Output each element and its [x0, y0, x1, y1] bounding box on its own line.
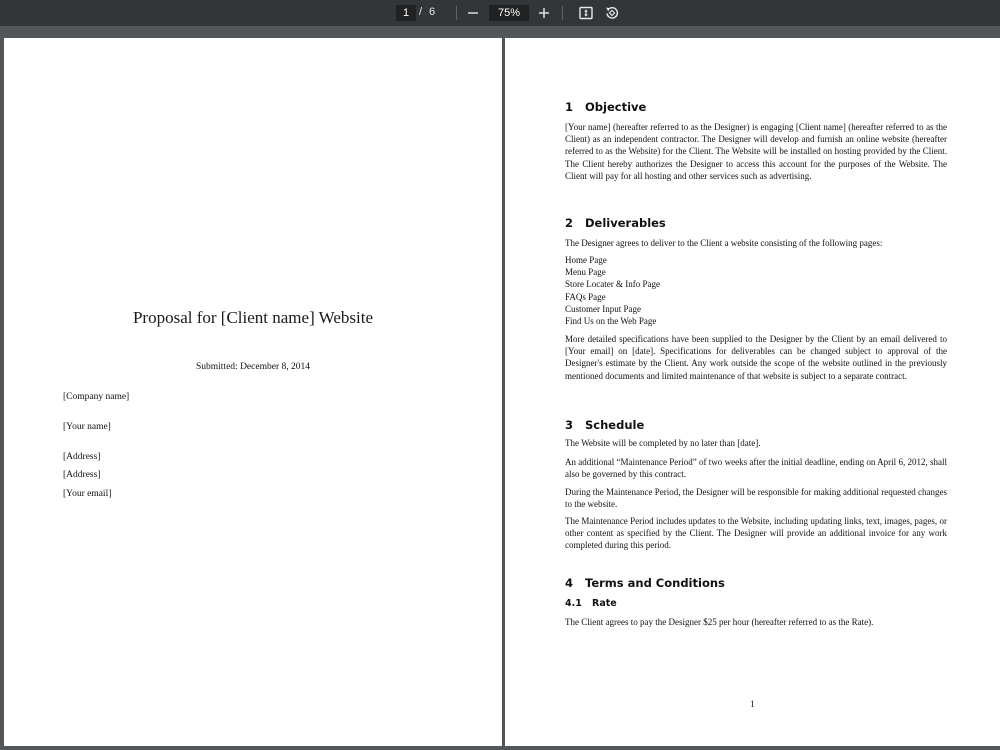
minus-icon: [467, 7, 479, 19]
pdf-toolbar: [0, 0, 1000, 26]
zoom-in-button[interactable]: [534, 3, 554, 23]
subsection-heading-rate: 4.1 Rate: [565, 598, 617, 609]
plus-icon: [538, 7, 550, 19]
author-name: [Your name]: [63, 422, 111, 432]
address-line: [Address]: [63, 452, 101, 462]
fit-page-button[interactable]: [576, 3, 596, 23]
pdf-page-content: [505, 38, 1000, 746]
address-line: [Address]: [63, 470, 101, 480]
rate-paragraph: The Client agrees to pay the Designer $25 per hour (hereafter referred to as the Rate).: [565, 617, 874, 627]
section-heading-schedule: 3 Schedule: [565, 418, 645, 432]
zoom-out-button[interactable]: [463, 3, 483, 23]
list-item: Menu Page: [565, 267, 606, 277]
page-footer-number: 1: [750, 700, 755, 710]
document-title: Proposal for [Client name] Website: [132, 308, 374, 327]
email-line: [Your email]: [63, 489, 112, 499]
list-item: Home Page: [565, 255, 607, 265]
schedule-paragraph: An additional “Maintenance Period” of two weeks after the initial deadline, ending on April 6, 2012, shall also be governed by this contract.: [565, 457, 947, 480]
list-item: Customer Input Page: [565, 304, 641, 314]
page-separator: /: [419, 6, 423, 18]
toolbar-divider: [562, 6, 563, 20]
page-number-input[interactable]: 1: [396, 5, 416, 21]
section-heading-deliverables: 2 Deliverables: [565, 216, 666, 230]
rotate-button[interactable]: [602, 3, 622, 23]
zoom-level-input[interactable]: 75%: [489, 5, 529, 21]
pdf-page-cover: [4, 38, 502, 746]
schedule-paragraph: The Maintenance Period includes updates to the Website, including updating links, text, images, pages, or other content as specified by the Client. The Designer will provide an additional invoice for any work completed during this period.: [565, 516, 947, 551]
section-heading-objective: 1 Objective: [565, 100, 647, 114]
list-item: FAQs Page: [565, 292, 606, 302]
deliverables-paragraph: More detailed specifications have been supplied to the Designer by the Client by an email delivered to [Your email] on [date]. Specifications for deliverables can be changed subject to approval of the Designer's estimate by the Client. Any work outside the scope of the website outlined in the previously mentioned documents and limited maintenance of that website is subject to a separate contract.: [565, 334, 947, 381]
schedule-paragraph: The Website will be completed by no later than [date].: [565, 438, 761, 448]
company-name: [Company name]: [63, 392, 130, 402]
list-item: Store Locater & Info Page: [565, 279, 660, 289]
total-pages: 6: [429, 6, 436, 18]
toolbar-divider: [456, 6, 457, 20]
rotate-icon: [604, 5, 620, 21]
schedule-paragraph: During the Maintenance Period, the Designer will be responsible for making additional requested changes to the website.: [565, 487, 947, 510]
deliverables-intro: The Designer agrees to deliver to the Client a website consisting of the following pages:: [565, 238, 883, 248]
objective-paragraph: [Your name] (hereafter referred to as the Designer) is engaging [Client name] (hereafter referred to as the Client) as an independent contractor. The Designer will develop and furnish an online website (hereafter referred to as the Website) for the Client. The Website will be installed on hosting provided by the Client. The Client hereby authorizes the Designer to access this account for the purposes of the Website. The Client will pay for all hosting and other services such as advertising.: [565, 122, 947, 181]
submitted-date: Submitted: December 8, 2014: [196, 362, 310, 372]
list-item: Find Us on the Web Page: [565, 316, 657, 326]
section-heading-terms: 4 Terms and Conditions: [565, 576, 725, 590]
fit-page-icon: [578, 5, 594, 21]
